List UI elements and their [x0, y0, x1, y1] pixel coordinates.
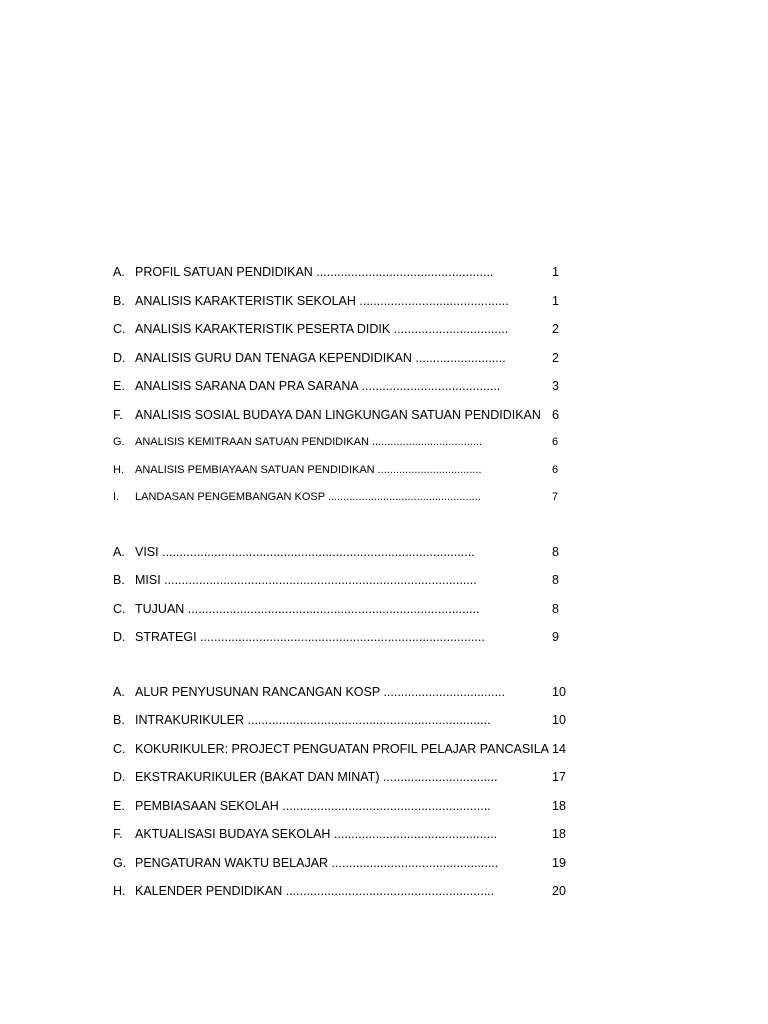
- entry-letter: H.: [113, 463, 124, 476]
- entry-page-number: 2: [552, 322, 559, 336]
- entry-page-number: 6: [552, 436, 559, 448]
- toc-entry: [113, 735, 593, 764]
- entry-page-number: 6: [552, 463, 559, 476]
- toc-entry: [113, 792, 593, 821]
- entry-title: ANALISIS KEMITRAAN SATUAN PENDIDIKAN ....................................: [135, 436, 482, 448]
- entry-letter: A.: [113, 684, 125, 699]
- toc-entry: [113, 429, 593, 457]
- entry-letter: G.: [113, 855, 127, 870]
- entry-title: ANALISIS KARAKTERISTIK SEKOLAH ...........................................: [135, 293, 509, 308]
- entry-letter: C.: [113, 741, 126, 756]
- entry-title: TUJUAN ....................................................................................: [135, 601, 480, 616]
- toc-entry: [113, 457, 593, 485]
- entry-page-number: 8: [552, 573, 559, 587]
- entry-page-number: 1: [552, 265, 559, 279]
- toc-section-2: [113, 538, 593, 652]
- table-of-contents: [113, 258, 593, 906]
- section-spacer: [113, 652, 593, 678]
- entry-title: LANDASAN PENGEMBANGAN KOSP ..................................................: [135, 491, 481, 503]
- entry-title: ANALISIS GURU DAN TENAGA KEPENDIDIKAN ..........................: [135, 350, 506, 365]
- entry-page-number: 2: [552, 350, 559, 365]
- entry-letter: E.: [113, 798, 125, 813]
- entry-letter: B.: [113, 293, 125, 308]
- entry-letter: A.: [113, 544, 125, 559]
- toc-entry: [113, 877, 593, 906]
- entry-page-number: 9: [552, 630, 559, 644]
- entry-title: INTRAKURIKULER ......................................................................: [135, 713, 491, 727]
- toc-entry: [113, 849, 593, 878]
- entry-page-number: 10: [552, 713, 566, 727]
- entry-letter: D.: [113, 770, 126, 784]
- entry-letter: B.: [113, 713, 125, 727]
- entry-title: PENGATURAN WAKTU BELAJAR ................................................: [135, 855, 499, 870]
- entry-title: ALUR PENYUSUNAN RANCANGAN KOSP ...................................: [135, 684, 505, 699]
- toc-entry: [113, 401, 593, 430]
- entry-title: KOKURIKULER: PROJECT PENGUATAN PROFIL PELAJAR PANCASILA: [135, 741, 549, 756]
- entry-page-number: 19: [552, 855, 566, 870]
- entry-letter: H.: [113, 884, 126, 898]
- entry-title: VISI ..........................................................................................: [135, 544, 475, 559]
- entry-letter: E.: [113, 379, 125, 393]
- entry-title: ANALISIS PEMBIAYAAN SATUAN PENDIDIKAN ..................................: [135, 463, 482, 476]
- toc-entry: [113, 595, 593, 624]
- toc-entry: [113, 763, 593, 792]
- entry-title: MISI ..........................................................................................: [135, 573, 477, 587]
- entry-title: ANALISIS SOSIAL BUDAYA DAN LINGKUNGAN SATUAN PENDIDIKAN: [135, 407, 541, 422]
- entry-letter: D.: [113, 630, 126, 644]
- entry-letter: F.: [113, 407, 123, 422]
- entry-title: STRATEGI ..................................................................................: [135, 630, 485, 644]
- entry-page-number: 18: [552, 798, 566, 813]
- toc-entry: [113, 623, 593, 652]
- entry-title: ANALISIS SARANA DAN PRA SARANA ........................................: [135, 379, 501, 393]
- toc-entry: [113, 566, 593, 595]
- entry-letter: B.: [113, 573, 125, 587]
- entry-page-number: 1: [552, 293, 559, 308]
- entry-page-number: 10: [552, 684, 566, 699]
- entry-title: KALENDER PENDIDIKAN ............................................................: [135, 884, 495, 898]
- entry-letter: C.: [113, 322, 126, 336]
- entry-letter: I.: [113, 491, 120, 503]
- section-spacer: [113, 512, 593, 538]
- toc-entry: [113, 344, 593, 373]
- toc-entry: [113, 706, 593, 735]
- entry-page-number: 8: [552, 544, 559, 559]
- entry-letter: C.: [113, 601, 126, 616]
- entry-page-number: 7: [552, 491, 559, 503]
- entry-page-number: 6: [552, 407, 559, 422]
- toc-section-3: [113, 678, 593, 906]
- entry-page-number: 18: [552, 827, 566, 841]
- entry-page-number: 14: [552, 741, 566, 756]
- entry-letter: G.: [113, 436, 125, 448]
- entry-letter: D.: [113, 350, 126, 365]
- toc-entry: [113, 258, 593, 287]
- entry-title: PROFIL SATUAN PENDIDIKAN ...................................................: [135, 265, 494, 279]
- toc-entry: [113, 678, 593, 707]
- toc-entry: [113, 820, 593, 849]
- entry-title: ANALISIS KARAKTERISTIK PESERTA DIDIK .................................: [135, 322, 509, 336]
- entry-page-number: 3: [552, 379, 559, 393]
- toc-entry: [113, 538, 593, 567]
- toc-section-1: [113, 258, 593, 512]
- entry-title: AKTUALISASI BUDAYA SEKOLAH ...............................................: [135, 827, 498, 841]
- toc-entry: [113, 287, 593, 316]
- entry-page-number: 20: [552, 884, 566, 898]
- entry-title: PEMBIASAAN SEKOLAH ............................................................: [135, 798, 491, 813]
- toc-entry: [113, 315, 593, 344]
- toc-entry: [113, 484, 593, 512]
- toc-entry: [113, 372, 593, 401]
- entry-title: EKSTRAKURIKULER (BAKAT DAN MINAT) .................................: [135, 770, 498, 784]
- entry-page-number: 8: [552, 601, 559, 616]
- entry-letter: F.: [113, 827, 123, 841]
- entry-page-number: 17: [552, 770, 566, 784]
- entry-letter: A.: [113, 265, 125, 279]
